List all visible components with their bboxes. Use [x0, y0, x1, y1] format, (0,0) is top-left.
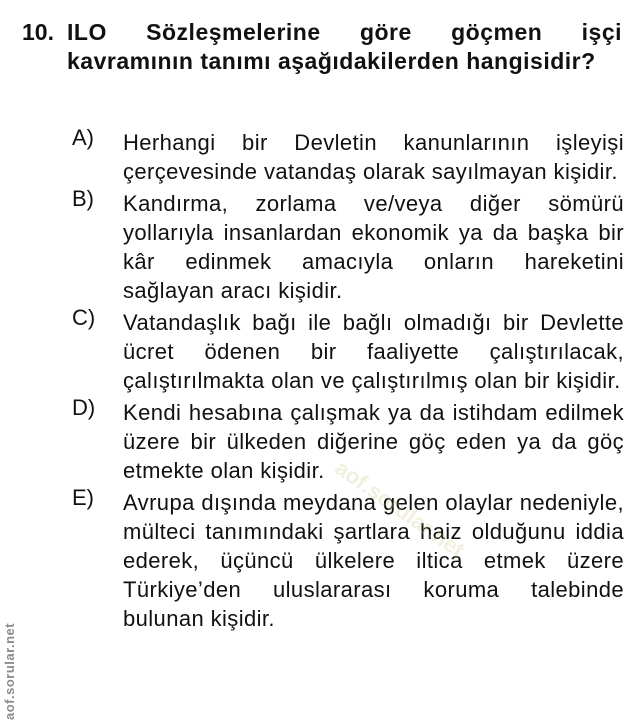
option-e[interactable]	[72, 485, 624, 633]
option-letter: D)	[72, 395, 96, 420]
option-letter: B)	[72, 186, 94, 211]
option-a[interactable]	[72, 125, 624, 186]
side-watermark: aof.sorular.net	[2, 622, 17, 720]
option-c[interactable]	[72, 305, 624, 395]
option-letter: E)	[72, 485, 94, 510]
option-text: Herhangi bir Devletin kanunlarının işleyişi çerçevesinde vatandaş olarak sayılmayan kişidir.	[123, 130, 624, 184]
diagonal-watermark: aof.sorular.net	[330, 455, 470, 563]
question-number: 10.	[22, 19, 54, 45]
question-text: ILO Sözleşmelerine göre göçmen işçi kavramının tanımı aşağıdakilerden hangisidir?	[67, 19, 622, 74]
option-text: Kandırma, zorlama ve/veya diğer sömürü yollarıyla insanlardan ekonomik ya da başka bir kâr edinmek amacıyla onların hareketini sağlayan aracı kişidir.	[123, 191, 624, 303]
option-text: Vatandaşlık bağı ile bağlı olmadığı bir Devlette ücret ödenen bir faaliyette çalıştırılacak, çalıştırılmakta olan ve çalıştırılmış olan bir kişidir.	[123, 310, 624, 393]
option-letter: A)	[72, 125, 94, 150]
option-letter: C)	[72, 305, 96, 330]
question	[22, 18, 622, 76]
option-text: Kendi hesabına çalışmak ya da istihdam edilmek üzere bir ülkeden diğerine göç eden ya da göç etmekte olan kişidir.	[123, 400, 624, 483]
option-b[interactable]	[72, 186, 624, 305]
option-text: Avrupa dışında meydana gelen olaylar nedeniyle, mülteci tanımındaki şartlara haiz olduğunu iddia ederek, üçüncü ülkelere iltica etmek üzere Türkiye’den uluslararası koruma talebinde bulunan kişidir.	[123, 490, 624, 631]
answer-options	[72, 125, 624, 636]
